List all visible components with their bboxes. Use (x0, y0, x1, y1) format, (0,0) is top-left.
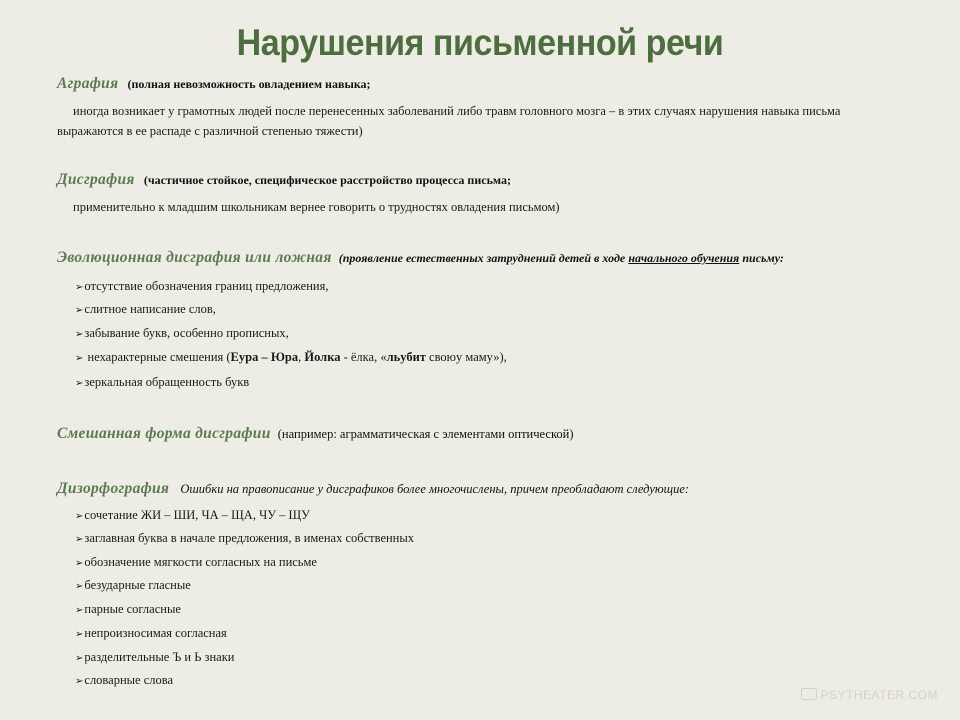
mixing-example-3: льубит (386, 350, 426, 364)
mixed-header (57, 425, 573, 443)
mixed-definition: (например: аграмматическая с элементами оптической) (277, 427, 574, 441)
evol-definition-b: письму: (742, 251, 784, 265)
list-item: ➢ отсутствие обозначения границ предложения, (75, 279, 329, 294)
mixing-text-e: своюу маму»), (425, 350, 507, 364)
mixing-example-2: Йолка (304, 350, 341, 364)
disgrafia-header (57, 171, 511, 189)
evol-definition-a: (проявление естественных затруднений детей в ходе (338, 251, 626, 265)
evol-term: Эволюционная дисграфия или ложная (57, 249, 332, 266)
list-item: ➢ слитное написание слов, (75, 302, 216, 317)
list-item-mixing (75, 350, 507, 365)
dizorf-definition: Ошибки на правописание у дисграфиков более многочислены, причем преобладают следующие: (180, 482, 690, 496)
dizorf-term: Дизорфография (57, 480, 170, 497)
camera-icon (801, 688, 817, 700)
agrafia-term: Аграфия (57, 75, 119, 92)
page-title: Нарушения письменной речи (236, 22, 724, 63)
mixing-text-c: , (298, 350, 305, 364)
mixing-text-a: нехарактерные смешения ( (87, 350, 231, 364)
watermark (801, 688, 938, 702)
evol-definition-underlined: начального обучения (628, 251, 740, 265)
list-item: ➢ обозначение мягкости согласных на письме (75, 555, 317, 570)
evol-header (57, 249, 784, 267)
disgrafia-definition: (частичное стойкое, специфическое расстройство процесса письма; (143, 173, 512, 187)
agrafia-header (57, 75, 371, 93)
mixing-example-1: Еура – Юра (230, 350, 299, 364)
disgrafia-text-line1: применительно к младшим школьникам вернее говорить о трудностях овладения письмом) (73, 200, 560, 214)
list-item: ➢ непроизносимая согласная (75, 626, 227, 641)
agrafia-text-line1: иногда возникает у грамотных людей после перенесенных заболеваний либо травм головного мозга – в этих случаях нарушения навыка письма (73, 104, 841, 118)
mixing-text-d: - ёлка, « (340, 350, 387, 364)
list-item: ➢ зеркальная обращенность букв (75, 375, 249, 390)
list-item: ➢ словарные слова (75, 673, 173, 688)
list-item: ➢ заглавная буква в начале предложения, в именах собственных (75, 531, 414, 546)
agrafia-text-line2: выражаются в ее распаде с различной степенью тяжести) (57, 124, 363, 138)
mixed-term: Смешанная форма дисграфии (57, 425, 271, 442)
watermark-text: PSYTHEATER.COM (820, 688, 938, 702)
list-item: ➢ сочетание ЖИ – ШИ, ЧА – ЩА, ЧУ – ЩУ (75, 508, 310, 523)
list-item: ➢ забывание букв, особенно прописных, (75, 326, 289, 341)
list-item: ➢ разделительные Ъ и Ь знаки (75, 650, 234, 665)
disgrafia-term: Дисграфия (57, 171, 135, 188)
list-item: ➢ парные согласные (75, 602, 181, 617)
list-item: ➢ безударные гласные (75, 578, 191, 593)
dizorf-header (57, 480, 689, 498)
agrafia-definition: (полная невозможность овладением навыка; (127, 77, 371, 91)
